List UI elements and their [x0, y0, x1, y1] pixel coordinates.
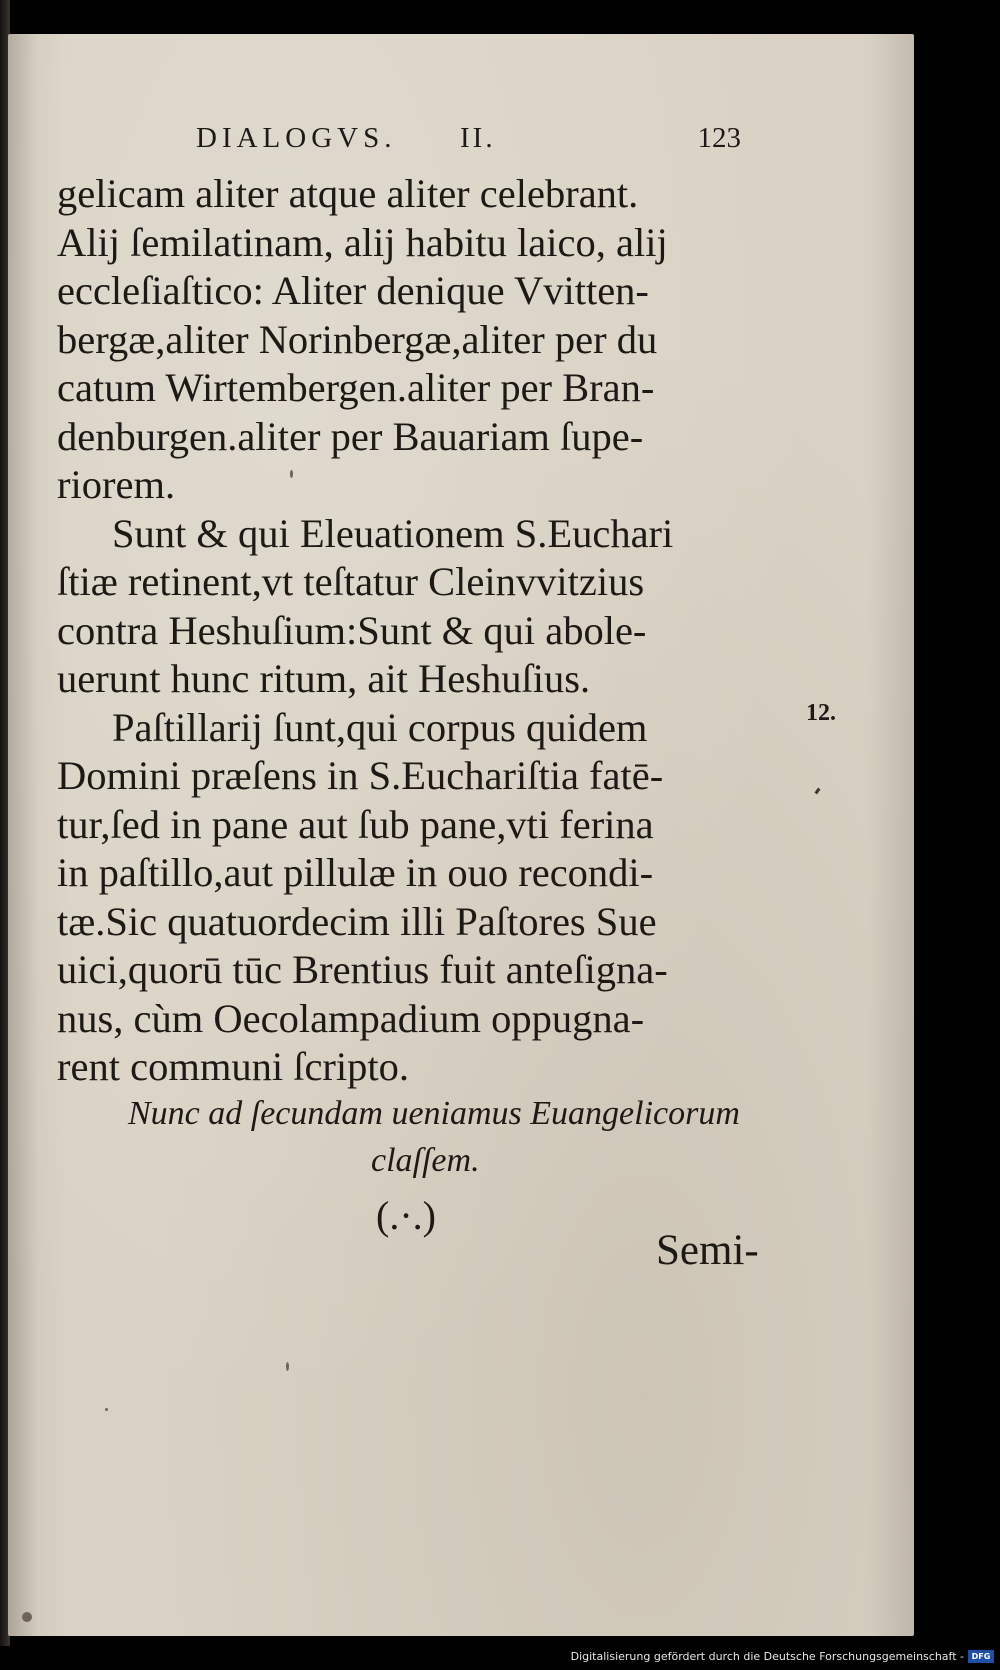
- marginal-note: 12.: [806, 700, 836, 726]
- text-line: bergæ,aliter Norinbergæ,aliter per du: [57, 316, 658, 362]
- text-line: contra Heshuſium:Sunt & qui abole-: [57, 607, 647, 653]
- funding-credit: Digitalisierung gefördert durch die Deutsche Forschungsgemeinschaft -: [570, 1650, 964, 1663]
- text-line: in paſtillo,aut pillulæ in ouo recondi-: [57, 850, 654, 895]
- text-line: uici,quorū tūc Brentius fuit anteſigna-: [57, 947, 668, 992]
- text-line: tur,ſed in pane aut ſub pane,vti ferina: [57, 801, 654, 847]
- text-line: riorem.: [57, 462, 176, 507]
- body-text: [57, 170, 747, 1092]
- text-line: denburgen.aliter per Bauariam ſupe-: [57, 413, 644, 459]
- closing-italic-line: claſſem.: [371, 1142, 480, 1179]
- dialogue-part: II.: [460, 122, 496, 154]
- text-line: ſtiæ retinent,vt teſtatur Cleinvvitzius: [57, 559, 645, 604]
- text-line: Sunt & qui Eleuationem S.Euchari: [112, 510, 674, 556]
- text-line: eccleſiaſtico: Aliter denique Vvitten-: [57, 268, 649, 313]
- running-title: DIALOGVS.: [196, 122, 397, 154]
- text-line: nus, cùm Oecolampadium oppugna-: [57, 995, 645, 1041]
- text-line: Paſtillarij ſunt,qui corpus quidem: [112, 704, 648, 750]
- paper-speck: [286, 1362, 289, 1371]
- catchword: Semi-: [656, 1227, 759, 1274]
- dfg-logo: DFG: [968, 1650, 994, 1663]
- text-line: gelicam aliter atque aliter celebrant.: [57, 171, 639, 216]
- text-line: Alij ſemilatinam, alij habitu laico, alij: [57, 219, 668, 265]
- text-line: uerunt hunc ritum, ait Heshuſius.: [57, 656, 591, 701]
- paper-speck: [290, 470, 293, 478]
- text-line: catum Wirtembergen.aliter per Bran-: [57, 365, 655, 410]
- text-line: tæ.Sic quatuordecim illi Paſtores Sue: [57, 898, 657, 944]
- paper-speck: [22, 1612, 32, 1622]
- text-line: Domini præſens in S.Euchariſtia fatē-: [57, 753, 664, 798]
- paper-speck: [105, 1408, 108, 1411]
- ornament: (.·.): [376, 1193, 436, 1238]
- closing-italic-line: Nunc ad ſecundam ueniamus Euangelicorum: [128, 1095, 740, 1132]
- text-line: rent communi ſcripto.: [57, 1044, 410, 1089]
- page-header: [196, 122, 741, 162]
- page-number: 123: [697, 122, 741, 154]
